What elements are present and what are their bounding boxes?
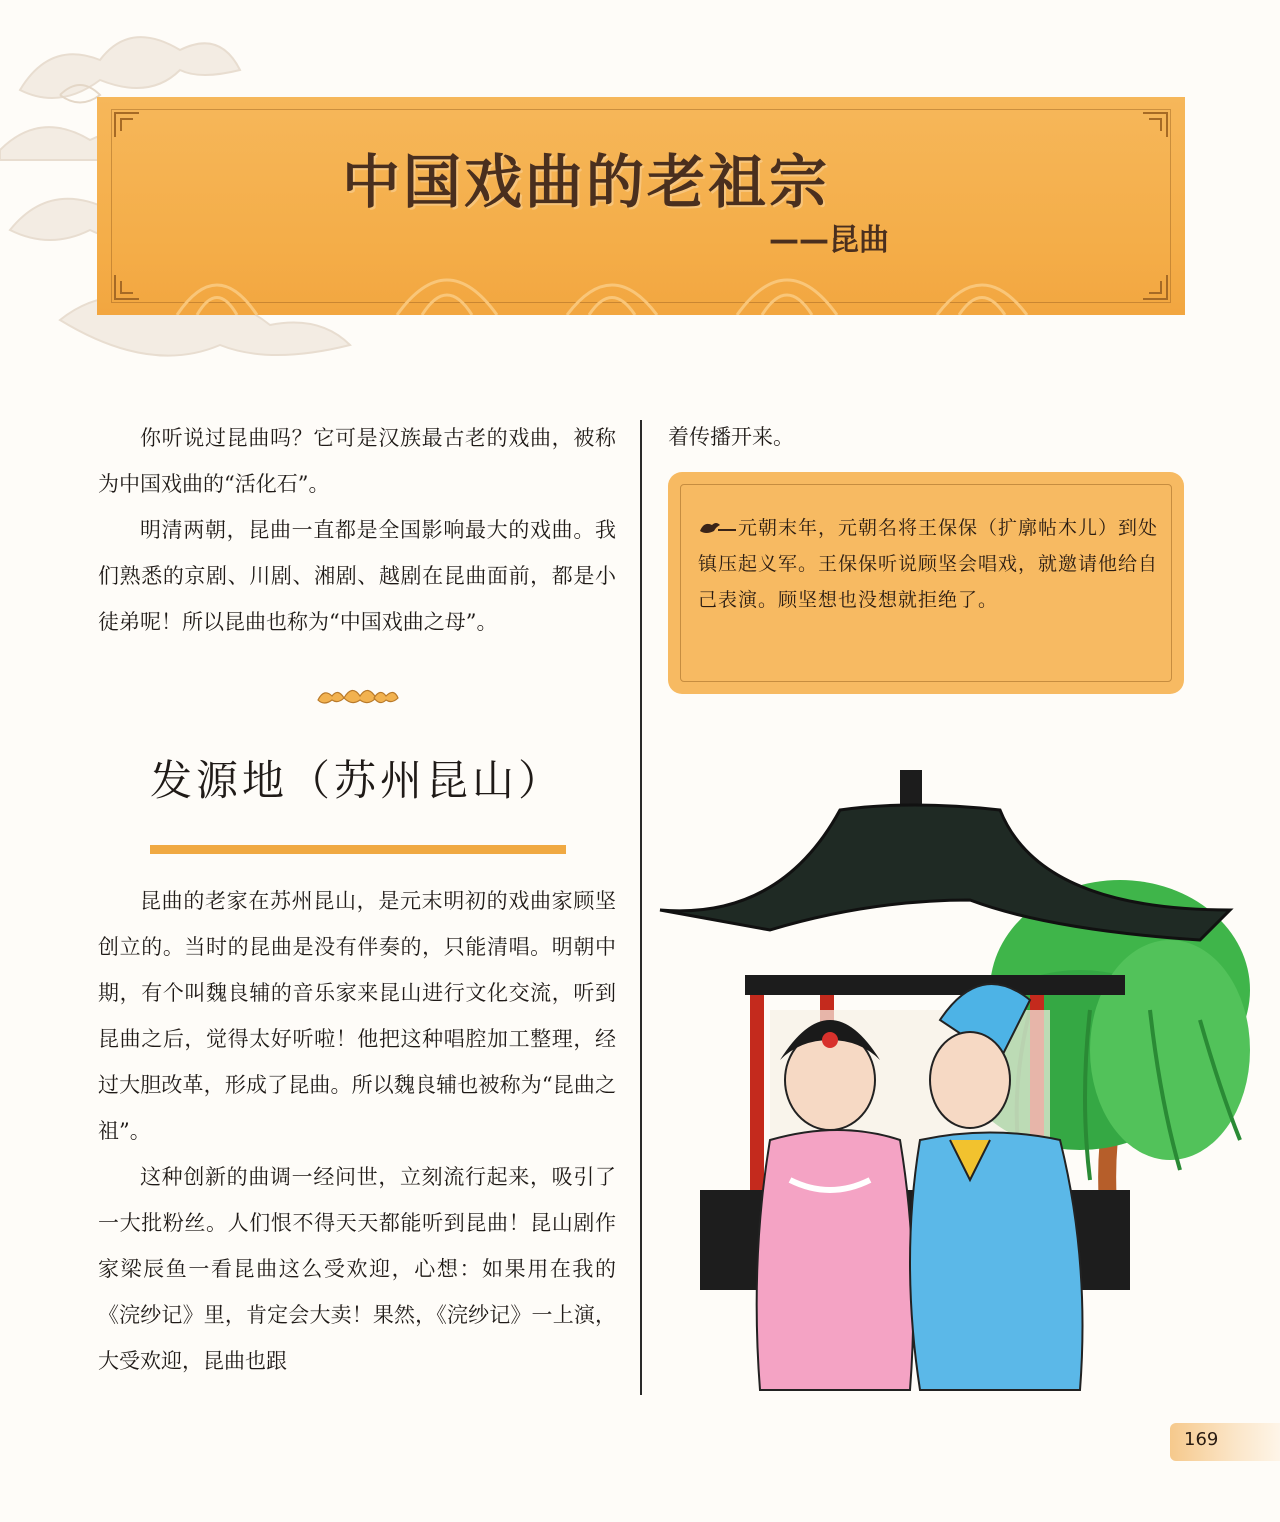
intro-text <box>98 415 616 645</box>
section-text <box>98 878 616 1384</box>
page-title: 中国戏曲的老祖宗 <box>342 148 831 216</box>
section-paragraph: 这种创新的曲调一经问世，立刻流行起来，吸引了一大批粉丝。人们恨不得天天都能听到昆曲！昆山剧作家梁辰鱼一看昆曲这么受欢迎，心想：如果用在我的《浣纱记》里，肯定会大卖！果然，《浣纱记》一上演，大受欢迎，昆曲也跟 <box>98 1165 616 1373</box>
cloud-bullet-icon <box>698 519 738 539</box>
corner-ornament <box>1141 111 1169 139</box>
intro-paragraph: 你听说过昆曲吗？它可是汉族最古老的戏曲，被称为中国戏曲的“活化石”。 <box>98 426 616 496</box>
section-heading: 发源地（苏州昆山） <box>150 756 565 805</box>
wave-pattern <box>97 245 1185 315</box>
cloud-ornament-icon <box>314 684 400 708</box>
page-number-tab <box>1170 1423 1280 1461</box>
page-number: 169 <box>1184 1429 1219 1450</box>
note-box <box>668 472 1184 694</box>
note-text <box>698 510 1168 618</box>
column-divider <box>640 420 642 1395</box>
intro-paragraph: 明清两朝，昆曲一直都是全国影响最大的戏曲。我们熟悉的京剧、川剧、湘剧、越剧在昆曲面前，都是小徒弟呢！所以昆曲也称为“中国戏曲之母”。 <box>98 518 616 634</box>
corner-ornament <box>113 111 141 139</box>
page-subtitle: ——昆曲 <box>769 223 889 258</box>
pavilion-illustration <box>650 760 1260 1400</box>
heading-underline <box>150 845 566 854</box>
title-banner <box>97 97 1185 315</box>
continued-text: 着传播开来。 <box>668 425 794 449</box>
section-paragraph: 昆曲的老家在苏州昆山，是元末明初的戏曲家顾坚创立的。当时的昆曲是没有伴奏的，只能清唱。明朝中期，有个叫魏良辅的音乐家来昆山进行文化交流，听到昆曲之后，觉得太好听啦！他把这种唱腔加工整理，经过大胆改革，形成了昆曲。所以魏良辅也被称为“昆曲之祖”。 <box>98 889 616 1143</box>
note-content: 元朝末年，元朝名将王保保（扩廓帖木儿）到处镇压起义军。王保保听说顾坚会唱戏，就邀请他给自己表演。顾坚想也没想就拒绝了。 <box>698 517 1159 611</box>
